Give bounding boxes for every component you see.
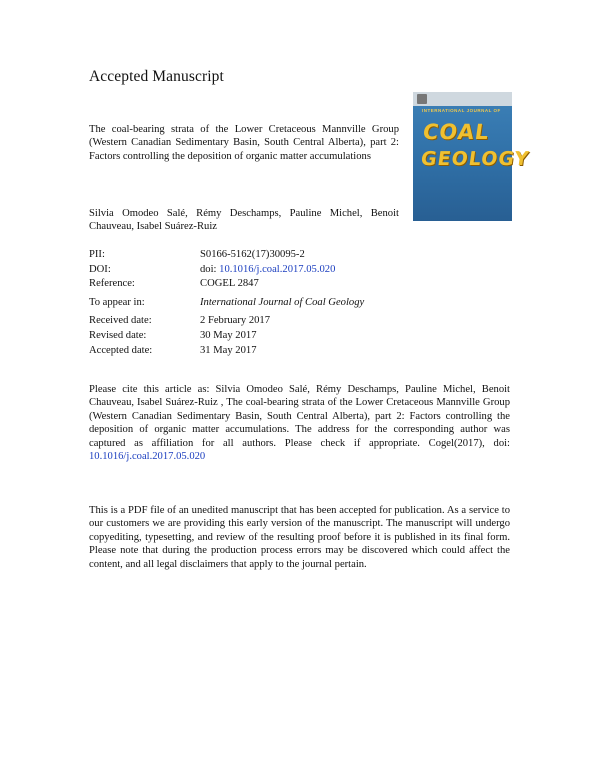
doi-link[interactable]: 10.1016/j.coal.2017.05.020 <box>219 263 336 275</box>
article-title: The coal-bearing strata of the Lower Cretaceous Mannville Group (Western Canadian Sedimentary Basin, South Central Alberta), part 2: Factors controlling the deposition of organic matter accumulations <box>89 124 399 162</box>
received-value: 2 February 2017 <box>200 315 271 327</box>
reference-label: Reference: <box>89 278 135 290</box>
publisher-logo-icon <box>417 94 427 104</box>
journal-name: International Journal of Coal Geology <box>200 296 365 308</box>
citation-text: Please cite this article as: Silvia Omodeo Salé, Rémy Deschamps, Pauline Michel, Benoit Chauveau, Isabel Suárez-Ruiz , The coal-bearing strata of the Lower Cretaceous Mannville Group (Western Canadian Sedimentary Basin, South Central Alberta), part 2: Factors controlling the deposition of organic matter accumulations. The address for the corresponding author was captured as affiliation for all authors. Please check if appropriate. Cogel(2017), doi: <box>89 384 510 449</box>
cover-title-line2: GEOLOGY <box>419 148 531 170</box>
doi-value-wrap <box>200 263 335 278</box>
manuscript-notice: This is a PDF file of an unedited manuscript that has been accepted for publication. As a service to our customers we are providing this early version of the manuscript. The manuscript will undergo copyediting, typesetting, and review of the resulting proof before it is published in its final form. Please note that during the production process errors may be discovered which could affect the content, and all legal disclaimers that apply to the journal pertain. <box>89 505 510 570</box>
received-label: Received date: <box>89 315 152 327</box>
doi-prefix: doi: <box>200 263 217 275</box>
cover-header-strip <box>413 92 512 106</box>
accepted-label: Accepted date: <box>89 344 153 356</box>
pii-value: S0166-5162(17)30095-2 <box>200 249 305 260</box>
page-heading: Accepted Manuscript <box>89 68 224 85</box>
doi-label: DOI: <box>89 263 111 275</box>
cover-topline: INTERNATIONAL JOURNAL OF <box>422 108 501 113</box>
author-list: Silvia Omodeo Salé, Rémy Deschamps, Pauline Michel, Benoit Chauveau, Isabel Suárez-Ruiz <box>89 208 399 233</box>
cover-title-line1: COAL <box>421 120 492 144</box>
revised-label: Revised date: <box>89 329 147 341</box>
accepted-value: 31 May 2017 <box>200 344 257 356</box>
citation-paragraph <box>89 383 510 463</box>
citation-doi-link[interactable]: 10.1016/j.coal.2017.05.020 <box>89 451 206 463</box>
appear-label: To appear in: <box>89 296 145 308</box>
journal-cover-image <box>413 92 531 221</box>
revised-value: 30 May 2017 <box>200 329 257 341</box>
reference-value: COGEL 2847 <box>200 278 259 290</box>
pii-label: PII: <box>89 249 105 260</box>
